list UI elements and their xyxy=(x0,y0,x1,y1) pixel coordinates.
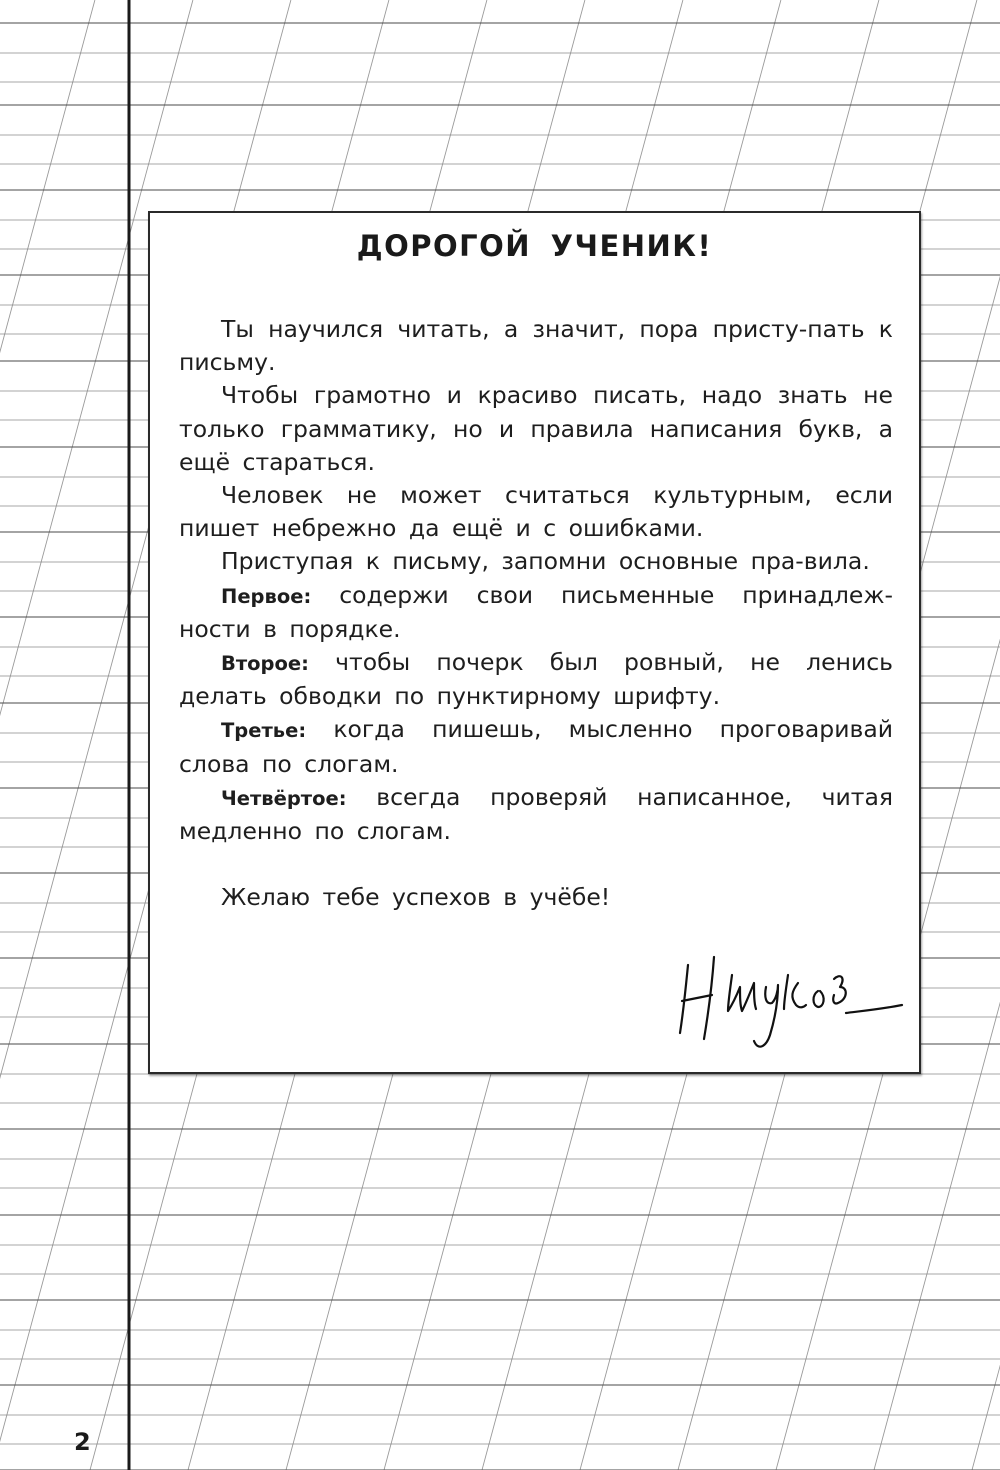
slant-line xyxy=(0,0,95,1470)
signature xyxy=(670,935,910,1055)
paragraph-culture: Человек не может считаться культурным, если пишет небрежно да ещё и с ошибками. xyxy=(179,481,893,543)
rule-text: содержи свои письменные принадлеж-ности в порядке. xyxy=(179,580,893,643)
letter-card xyxy=(148,211,921,1074)
rule-fourth xyxy=(179,781,893,848)
rule-label: Третье: xyxy=(221,719,307,743)
letter-title: ДОРОГОЙ УЧЕНИК! xyxy=(356,229,713,263)
slant-line xyxy=(972,0,1000,1470)
rule-first xyxy=(179,579,893,646)
rule-third xyxy=(179,713,893,780)
letter-body xyxy=(179,313,893,914)
rule-text: всегда проверяй написанное, читая медленно по слогам. xyxy=(179,782,893,846)
rule-second xyxy=(179,646,893,713)
rule-text: когда пишешь, мысленно проговаривай слова по слогам. xyxy=(179,715,893,778)
paragraph-intro: Ты научился читать, а значит, пора присту-пать к письму. xyxy=(179,315,893,377)
rule-text: чтобы почерк был ровный, не ленись делать обводки по пунктирному шрифту. xyxy=(179,648,893,711)
rule-label: Четвёртое: xyxy=(221,786,347,810)
rule-label: Первое: xyxy=(221,584,312,608)
paragraph-grammar: Чтобы грамотно и красиво писать, надо знать не только грамматику, но и правила написания букв, а ещё стараться. xyxy=(179,381,893,476)
paragraph-rules-intro: Приступая к письму, запомни основные пра-вила. xyxy=(221,547,870,576)
page-number: 2 xyxy=(74,1428,91,1456)
rule-label: Второе: xyxy=(221,652,309,676)
closing-wish: Желаю тебе успехов в учёбе! xyxy=(221,883,611,912)
